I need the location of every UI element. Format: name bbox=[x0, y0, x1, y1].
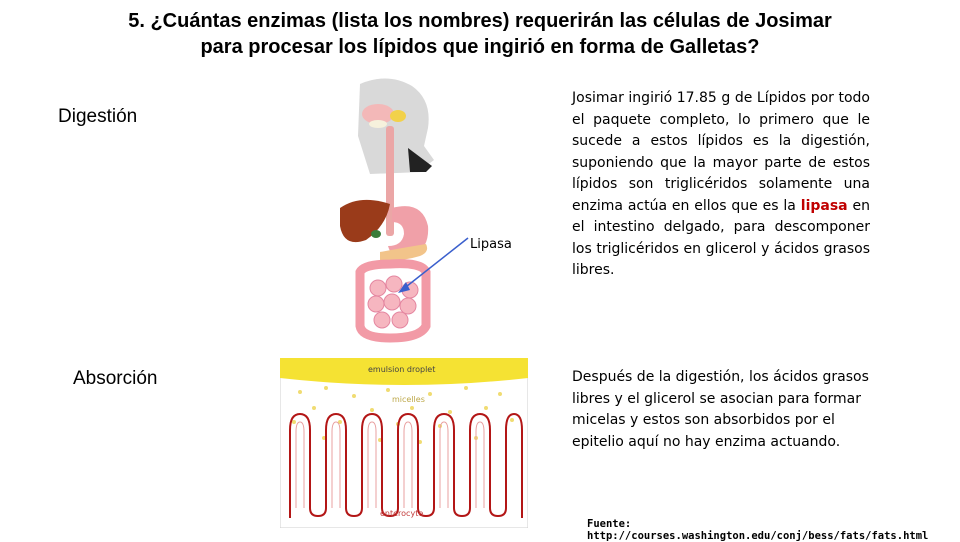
absorption-label: Absorción bbox=[73, 368, 158, 389]
digestion-text-end: en el intestino delgado, para descomponer los triglicéridos en glicerol y ácidos grasos libres. bbox=[572, 197, 870, 278]
salivary-gland bbox=[390, 110, 406, 122]
slide-title bbox=[30, 8, 930, 60]
micelles-label: micelles bbox=[392, 395, 425, 404]
teeth bbox=[369, 120, 387, 128]
lipasa-label: Lipasa bbox=[470, 237, 512, 252]
gallbladder bbox=[371, 230, 381, 238]
digestion-paragraph bbox=[572, 88, 870, 282]
title-line-1: 5. ¿Cuántas enzimas (lista los nombres) requerirán las células de Josimar bbox=[128, 10, 832, 32]
emulsion-label: emulsion droplet bbox=[368, 365, 436, 374]
lipasa-arrow bbox=[390, 230, 480, 300]
enzyme-lipasa: lipasa bbox=[800, 197, 848, 214]
absorption-illustration bbox=[280, 358, 528, 528]
digestion-label: Digestión bbox=[58, 106, 138, 127]
source-citation: Fuente: http://courses.washington.edu/conj/bess/fats/fats.html bbox=[587, 518, 929, 542]
digestion-text-start: Josimar ingirió 17.85 g de Lípidos por todo el paquete completo, lo primero que le sucede a estos lípidos es la digestión, suponiendo que la mayor parte de estos lípidos son triglicéridos solamente una enzima actúa en ellos que es la bbox=[572, 90, 870, 214]
enterocyte-label: enterocyte bbox=[380, 509, 424, 518]
liver bbox=[340, 200, 390, 242]
digestive-system-illustration bbox=[330, 76, 440, 346]
title-line-2: para procesar los lípidos que ingirió en forma de Galletas? bbox=[200, 36, 760, 58]
absorption-paragraph: Después de la digestión, los ácidos grasos libres y el glicerol se asocian para formar micelas y estos son absorbidos por el epitelio aquí no hay enzima actuando. bbox=[572, 369, 869, 450]
